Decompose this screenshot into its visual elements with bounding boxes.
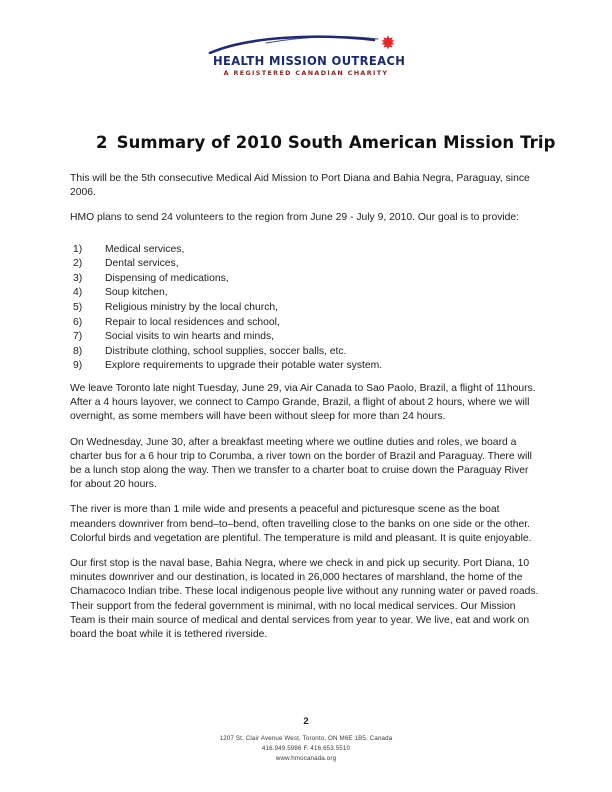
footer-website[interactable]: www.hmocanada.org: [275, 755, 337, 763]
list-item-label: Repair to local residences and school,: [105, 316, 280, 328]
list-item-label: Dispensing of medications,: [105, 272, 229, 284]
list-item: [70, 243, 542, 258]
list-item-label: Social visits to win hearts and minds,: [105, 331, 275, 343]
list-item: [70, 257, 542, 272]
list-item-label: Distribute clothing, school supplies, soccer balls, etc.: [105, 345, 347, 357]
list-item: [70, 345, 542, 360]
list-item-number: 3): [73, 272, 83, 284]
heading-text: Summary of 2010 South American Mission Trip: [116, 133, 556, 153]
footer-phone: 416.949.5986 F. 416.653.5510: [261, 744, 351, 752]
arc-swoosh-icon: [206, 34, 406, 54]
logo-swoosh-graphic: [206, 34, 406, 54]
maple-leaf-icon: [381, 35, 394, 50]
goals-list: [70, 243, 542, 374]
list-item: [70, 330, 542, 345]
paragraph-first-stop: Our first stop is the naval base, Bahia Negra, where we check in and pick up security. Port Diana, 10 minutes downriver and our destination, is located in 26,000 hectares of marshland, the home of the Chamacoco Indian tribe. These local indigenous people live without any running water or paved roads. Their support from the federal government is minimal, with no local medical services. Our Mission Team is their main source of medical and dental services from year to year. We live, eat and work on board the boat while it is tethered riverside.: [70, 557, 539, 640]
list-item-number: 2): [73, 258, 83, 270]
page-title: [96, 133, 556, 153]
list-item: [70, 359, 542, 374]
footer-address: 1207 St. Clair Avenue West, Toronto, ON M6E 1B5, Canada: [219, 735, 393, 742]
paragraph-plans: HMO plans to send 24 volunteers to the region from June 29 - July 9, 2010. Our goal is to provide:: [70, 212, 520, 224]
list-item: [70, 286, 542, 301]
page-number: 2: [303, 716, 309, 727]
list-item-number: 4): [73, 287, 83, 299]
list-item-label: Explore requirements to upgrade their potable water system.: [105, 360, 383, 372]
list-item-label: Religious ministry by the local church,: [105, 301, 279, 313]
logo-organization-name: HEALTH MISSION OUTREACH: [213, 53, 406, 68]
document-body: [70, 172, 542, 653]
heading-number: 2: [96, 133, 108, 153]
list-item: [70, 316, 542, 331]
list-item: [70, 272, 542, 287]
list-item-number: 8): [73, 345, 83, 357]
list-item-number: 9): [73, 360, 83, 372]
list-item-label: Soup kitchen,: [105, 287, 168, 299]
list-item: [70, 301, 542, 316]
paragraph-departure: We leave Toronto late night Tuesday, June 29, via Air Canada to Sao Paolo, Brazil, a flight of 11hours. After a 4 hours layover, we connect to Campo Grande, Brazil, a flight of about 2 hours, where we will overnight, as some members will have been without sleep for more than 24 hours.: [70, 382, 536, 423]
paragraph-intro: This will be the 5th consecutive Medical Aid Mission to Port Diana and Bahia Negra, Paraguay, since 2006.: [70, 173, 530, 199]
list-item-number: 7): [73, 331, 83, 343]
logo-masthead: [0, 34, 612, 77]
list-item-number: 1): [73, 243, 83, 255]
page-footer: [0, 716, 612, 764]
logo-tagline: A REGISTERED CANADIAN CHARITY: [223, 69, 389, 77]
paragraph-wednesday: On Wednesday, June 30, after a breakfast meeting where we outline duties and roles, we board a charter bus for a 6 hour trip to Corumba, a river town on the border of Brazil and Paraguay. There will be a lunch stop along the way. Then we transfer to a charter boat to cruise down the Paraguay River for about 20 hours.: [70, 436, 532, 491]
list-item-label: Dental services,: [105, 258, 179, 270]
list-item-label: Medical services,: [105, 243, 185, 255]
list-item-number: 6): [73, 316, 83, 328]
logo-block: [206, 34, 406, 77]
paragraph-river: The river is more than 1 mile wide and presents a peaceful and picturesque scene as the boat meanders downriver from bend–to–bend, often travelling close to the banks on one side or the other. Colorful birds and vegetation are plentiful. The temperature is mild and pleasant. It is quite enjoyable.: [70, 504, 532, 544]
list-item-number: 5): [73, 301, 83, 313]
